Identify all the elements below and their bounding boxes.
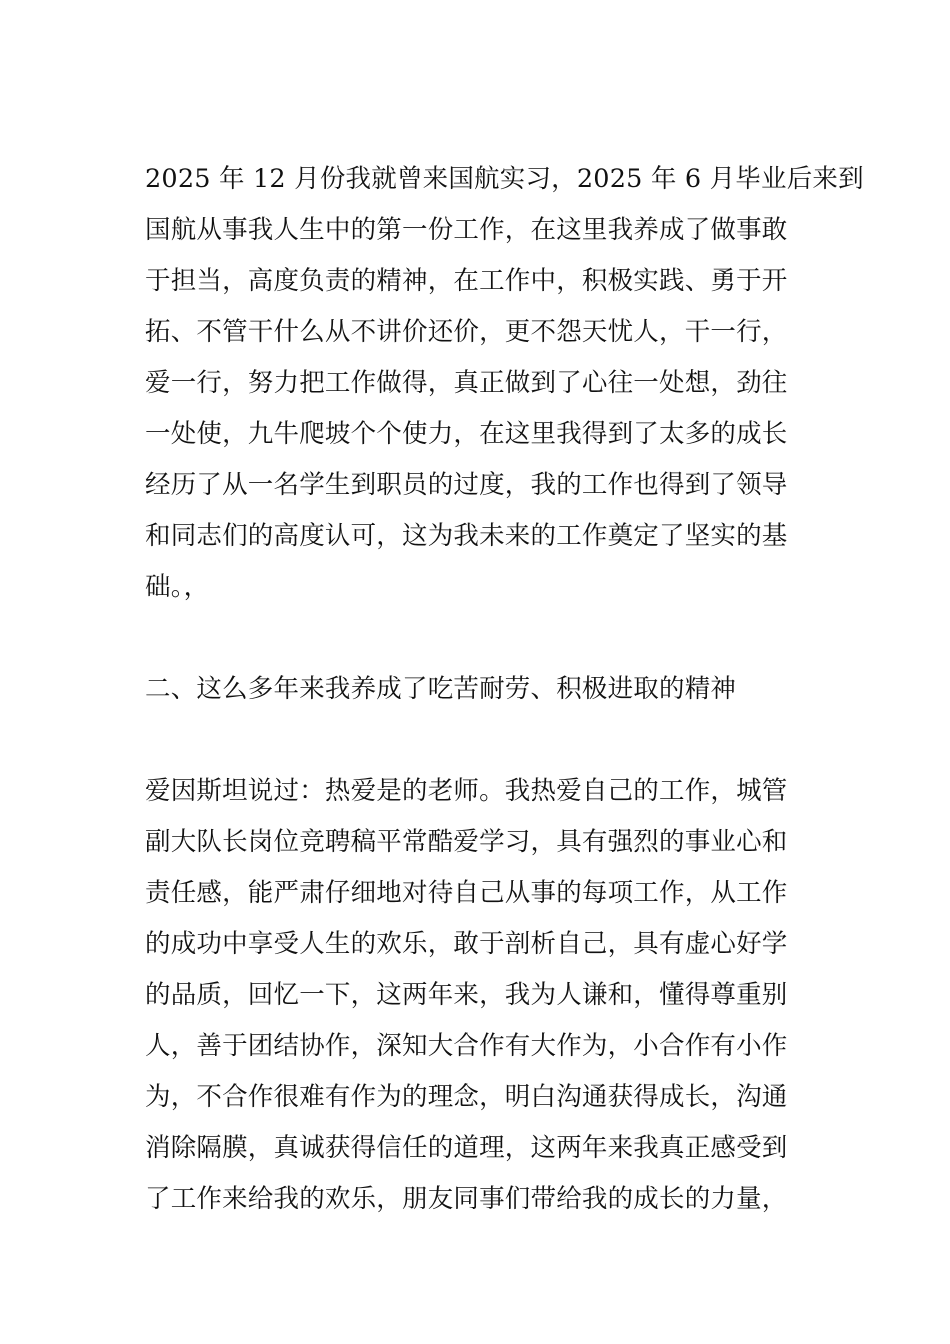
text-line: 爱因斯坦说过：热爱是的老师。我热爱自己的工作，城管 xyxy=(145,776,788,806)
text-line: 的成功中享受人生的欢乐，敢于剖析自己，具有虚心好学 xyxy=(145,929,788,959)
paragraph-enthusiasm xyxy=(145,766,807,1225)
section-heading-2 xyxy=(145,664,807,715)
paragraph-spacer xyxy=(145,715,807,766)
text-line: 2025 年 12 月份我就曾来国航实习，2025 年 6 月毕业后来到 xyxy=(145,164,864,194)
document-body xyxy=(145,154,864,1225)
text-line: 于担当，高度负责的精神，在工作中，积极实践、勇于开 xyxy=(145,266,788,296)
text-line: 础。， xyxy=(145,572,210,602)
text-line: 拓、不管干什么从不讲价还价，更不怨天忧人，干一行， xyxy=(145,317,788,347)
text-line: 经历了从一名学生到职员的过度，我的工作也得到了领导 xyxy=(145,470,788,500)
text-line: 人，善于团结协作，深知大合作有大作为，小合作有小作 xyxy=(145,1031,788,1061)
text-line: 消除隔膜，真诚获得信任的道理，这两年来我真正感受到 xyxy=(145,1133,788,1163)
text-line: 一处使，九牛爬坡个个使力，在这里我得到了太多的成长 xyxy=(145,419,788,449)
text-line: 国航从事我人生中的第一份工作，在这里我养成了做事敢 xyxy=(145,215,788,245)
text-line: 副大队长岗位竞聘稿平常酷爱学习，具有强烈的事业心和 xyxy=(145,827,788,857)
text-line: 责任感，能严肃仔细地对待自己从事的每项工作，从工作 xyxy=(145,878,788,908)
text-line: 和同志们的高度认可，这为我未来的工作奠定了坚实的基 xyxy=(145,521,788,551)
paragraph-internship xyxy=(145,154,864,613)
text-line: 为，不合作很难有作为的理念，明白沟通获得成长，沟通 xyxy=(145,1082,788,1112)
text-line: 的品质，回忆一下，这两年来，我为人谦和，懂得尊重别 xyxy=(145,980,788,1010)
text-line: 了工作来给我的欢乐，朋友同事们带给我的成长的力量， xyxy=(145,1184,788,1214)
paragraph-spacer xyxy=(145,613,807,664)
heading-text: 二、这么多年来我养成了吃苦耐劳、积极进取的精神 xyxy=(145,674,737,704)
text-line: 爱一行，努力把工作做得，真正做到了心往一处想，劲往 xyxy=(145,368,788,398)
